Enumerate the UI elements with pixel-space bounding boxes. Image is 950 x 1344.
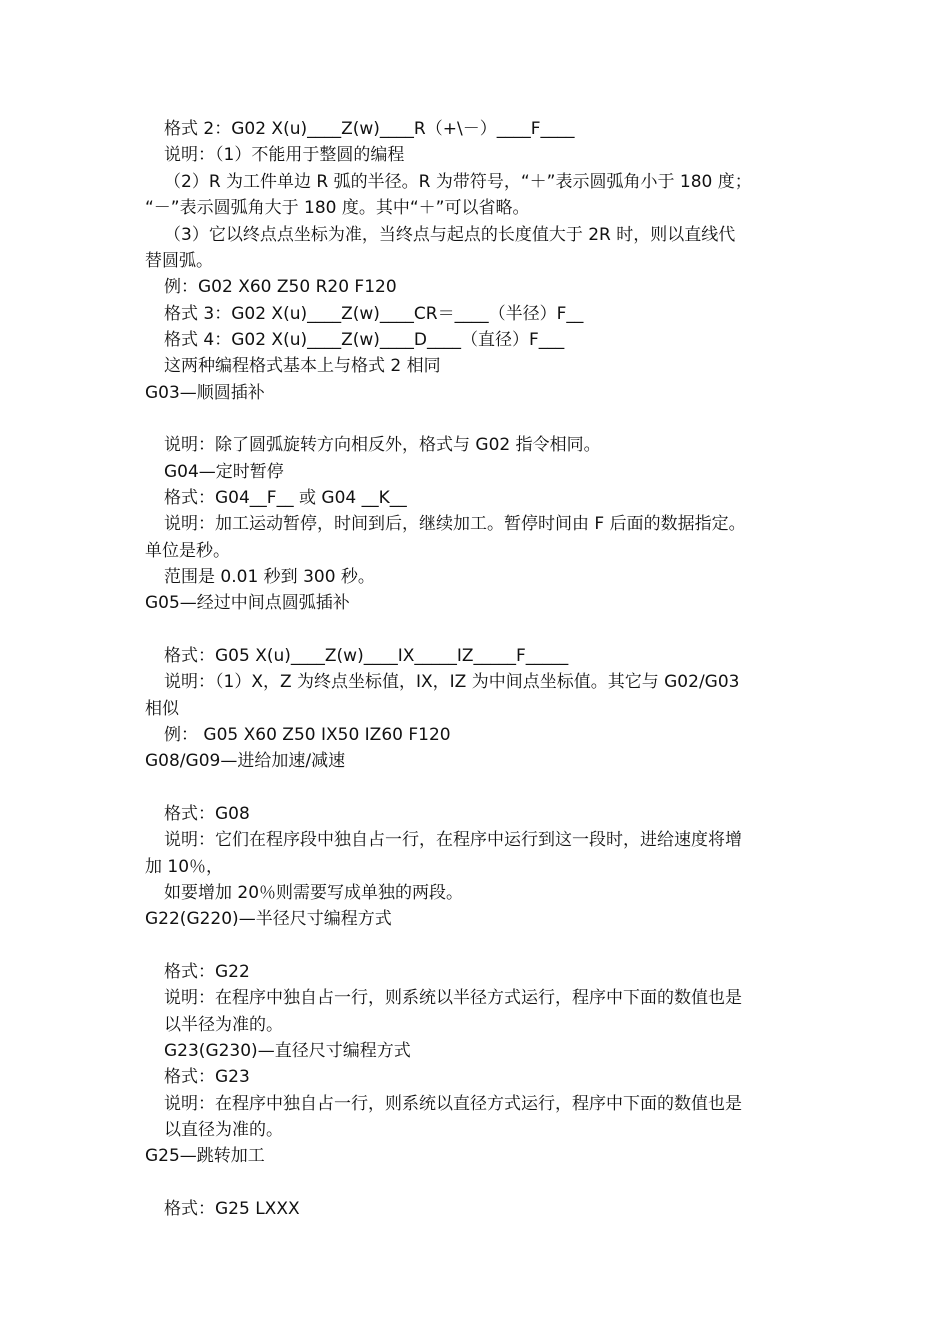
g22-note-line: 说明：在程序中独自占一行，则系统以半径方式运行，程序中下面的数值也是 [164, 988, 742, 1008]
g05-note-line: 说明：（1）X，Z 为终点坐标值，IX，IZ 为中间点坐标值。其它与 G02/G03 [164, 672, 740, 692]
g23-note-line: 说明：在程序中独自占一行，则系统以直径方式运行，程序中下面的数值也是 [164, 1094, 742, 1114]
g05-note-cont-line: 相似 [145, 699, 179, 719]
g23-note-cont-line: 以直径为准的。 [164, 1120, 283, 1140]
g08-note-cont-line: 加 10％， [145, 857, 224, 877]
format-note-line: 这两种编程格式基本上与格式 2 相同 [164, 356, 441, 376]
g08-format-line: 格式：G08 [164, 804, 250, 824]
heading-g05: G05—经过中间点圆弧插补 [145, 593, 350, 613]
note-2-cont-line: “－”表示圆弧角大于 180 度。其中“＋”可以省略。 [145, 198, 530, 218]
note-3-line: （3）它以终点点坐标为准，当终点与起点的长度值大于 2R 时，则以直线代 [164, 225, 736, 245]
g23-format-line: 格式：G23 [164, 1067, 250, 1087]
heading-g25: G25—跳转加工 [145, 1146, 265, 1166]
g05-format-line: 格式：G05 X(u)____Z(w)____IX_____IZ_____F_____ [164, 646, 569, 666]
g22-note-cont-line: 以半径为准的。 [164, 1015, 283, 1035]
example-line: 例：G02 X60 Z50 R20 F120 [164, 277, 397, 297]
g05-example-line: 例： G05 X60 Z50 IX50 IZ60 F120 [164, 725, 451, 745]
note-2-line: （2）R 为工件单边 R 弧的半径。R 为带符号，“＋”表示圆弧角小于 180 度； [164, 172, 752, 192]
heading-g03: G03—顺圆插补 [145, 383, 265, 403]
g04-note-cont-line: 单位是秒。 [145, 541, 230, 561]
g04-note-line: 说明：加工运动暂停，时间到后，继续加工。暂停时间由 F 后面的数据指定。 [164, 514, 746, 534]
format-4-line: 格式 4：G02 X(u)____Z(w)____D____（直径）F___ [164, 330, 565, 350]
g25-format-line: 格式：G25 LXXX [164, 1199, 300, 1219]
heading-g08-g09: G08/G09—进给加速/减速 [145, 751, 346, 771]
g08-note-line: 说明：它们在程序段中独自占一行，在程序中运行到这一段时，进给速度将增 [164, 830, 742, 850]
heading-g04: G04—定时暂停 [164, 462, 284, 482]
g04-range-line: 范围是 0.01 秒到 300 秒。 [164, 567, 375, 587]
g03-note-line: 说明：除了圆弧旋转方向相反外，格式与 G02 指令相同。 [164, 435, 601, 455]
format-3-line: 格式 3：G02 X(u)____Z(w)____CR＝____（半径）F__ [164, 304, 584, 324]
heading-g23: G23(G230)—直径尺寸编程方式 [164, 1041, 411, 1061]
g08-note-extra-line: 如要增加 20％则需要写成单独的两段。 [164, 883, 464, 903]
format-2-line: 格式 2：G02 X(u)____Z(w)____R（+\－）____F____ [164, 119, 575, 139]
heading-g22: G22(G220)—半径尺寸编程方式 [145, 909, 392, 929]
g04-format-line: 格式：G04__F__ 或 G04 __K__ [164, 488, 407, 508]
note-1-line: 说明：（1）不能用于整圆的编程 [164, 145, 405, 165]
note-3-cont-line: 替圆弧。 [145, 251, 213, 271]
g22-format-line: 格式：G22 [164, 962, 250, 982]
